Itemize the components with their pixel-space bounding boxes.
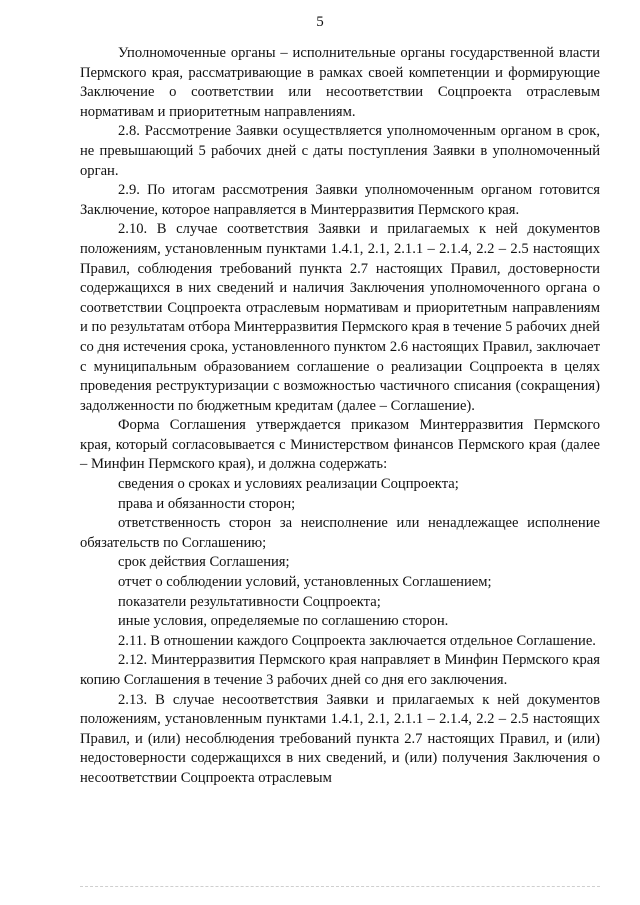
list-item: сведения о сроках и условиях реализации Соцпроекта; (118, 476, 459, 493)
scan-edge-line (80, 886, 600, 887)
paragraph-2-11: 2.11. В отношении каждого Соцпроекта заключается отдельное Соглашение. (118, 632, 596, 649)
list-item: иные условия, определяемые по соглашению сторон. (118, 613, 449, 630)
paragraph-2-10: 2.10. В случае соответствия Заявки и прилагаемых к ней документов положениям, установленным пунктами 1.4.1, 2.1, 2.1.1 – 2.1.4, 2.2 – 2.5 настоящих Правил, соблюдения требований пункта 2.7 настоящих Правил, достоверности содержащихся в них сведений и наличия Заключения уполномоченного органа о соответствии Соцпроекта отраслевым нормативам и приоритетным направлениям и по результатам отбора Минтерразвития Пермского края в течение 5 рабочих дней со дня истечения срока, установленного пунктом 2.6 настоящих Правил, заключает с муниципальным образованием соглашение о реализации Соцпроекта в целях проведения реструктуризации с возможностью частичного списания (сокращения) задолженности по бюджетным кредитам (далее – Соглашение). (80, 221, 600, 414)
document-body (80, 44, 600, 789)
page-number: 5 (316, 14, 324, 30)
paragraph-2-9: 2.9. По итогам рассмотрения Заявки уполномоченным органом готовится Заключение, которое направляется в Минтерразвития Пермского края. (80, 182, 600, 218)
paragraph-2-13: 2.13. В случае несоответствия Заявки и прилагаемых к ней документов положениям, установленным пунктами 1.4.1, 2.1, 2.1.1 – 2.1.4, 2.2 – 2.5 настоящих Правил, и (или) несоблюдения требований пункта 2.7 настоящих Правил, и (или) недостоверности содержащихся в них сведений, и (или) получения Заключения о несоответствии Соцпроекта отраслевым (80, 691, 600, 786)
list-item: ответственность сторон за неисполнение или ненадлежащее исполнение обязательств по Соглашению; (80, 515, 600, 551)
list-item: права и обязанности сторон; (118, 495, 296, 512)
paragraph-agreement-form: Форма Соглашения утверждается приказом Минтерразвития Пермского края, который согласовывается с Министерством финансов Пермского края (далее – Минфин Пермского края), и должна содержать: (80, 417, 600, 473)
paragraph-2-8: 2.8. Рассмотрение Заявки осуществляется уполномоченным органом в срок, не превышающий 5 рабочих дней с даты поступления Заявки в уполномоченный орган. (80, 123, 600, 179)
paragraph-authorized-bodies: Уполномоченные органы – исполнительные органы государственной власти Пермского края, рассматривающие в рамках своей компетенции и формирующие Заключение о соответствии или несоответствии Соцпроекта отраслевым нормативам и приоритетным направлениям. (80, 45, 600, 120)
list-item: срок действия Соглашения; (118, 554, 290, 571)
paragraph-2-12: 2.12. Минтерразвития Пермского края направляет в Минфин Пермского края копию Соглашения в течение 3 рабочих дней со дня его заключения. (80, 652, 600, 688)
list-item: отчет о соблюдении условий, установленных Соглашением; (118, 574, 492, 591)
list-item: показатели результативности Соцпроекта; (118, 593, 381, 610)
